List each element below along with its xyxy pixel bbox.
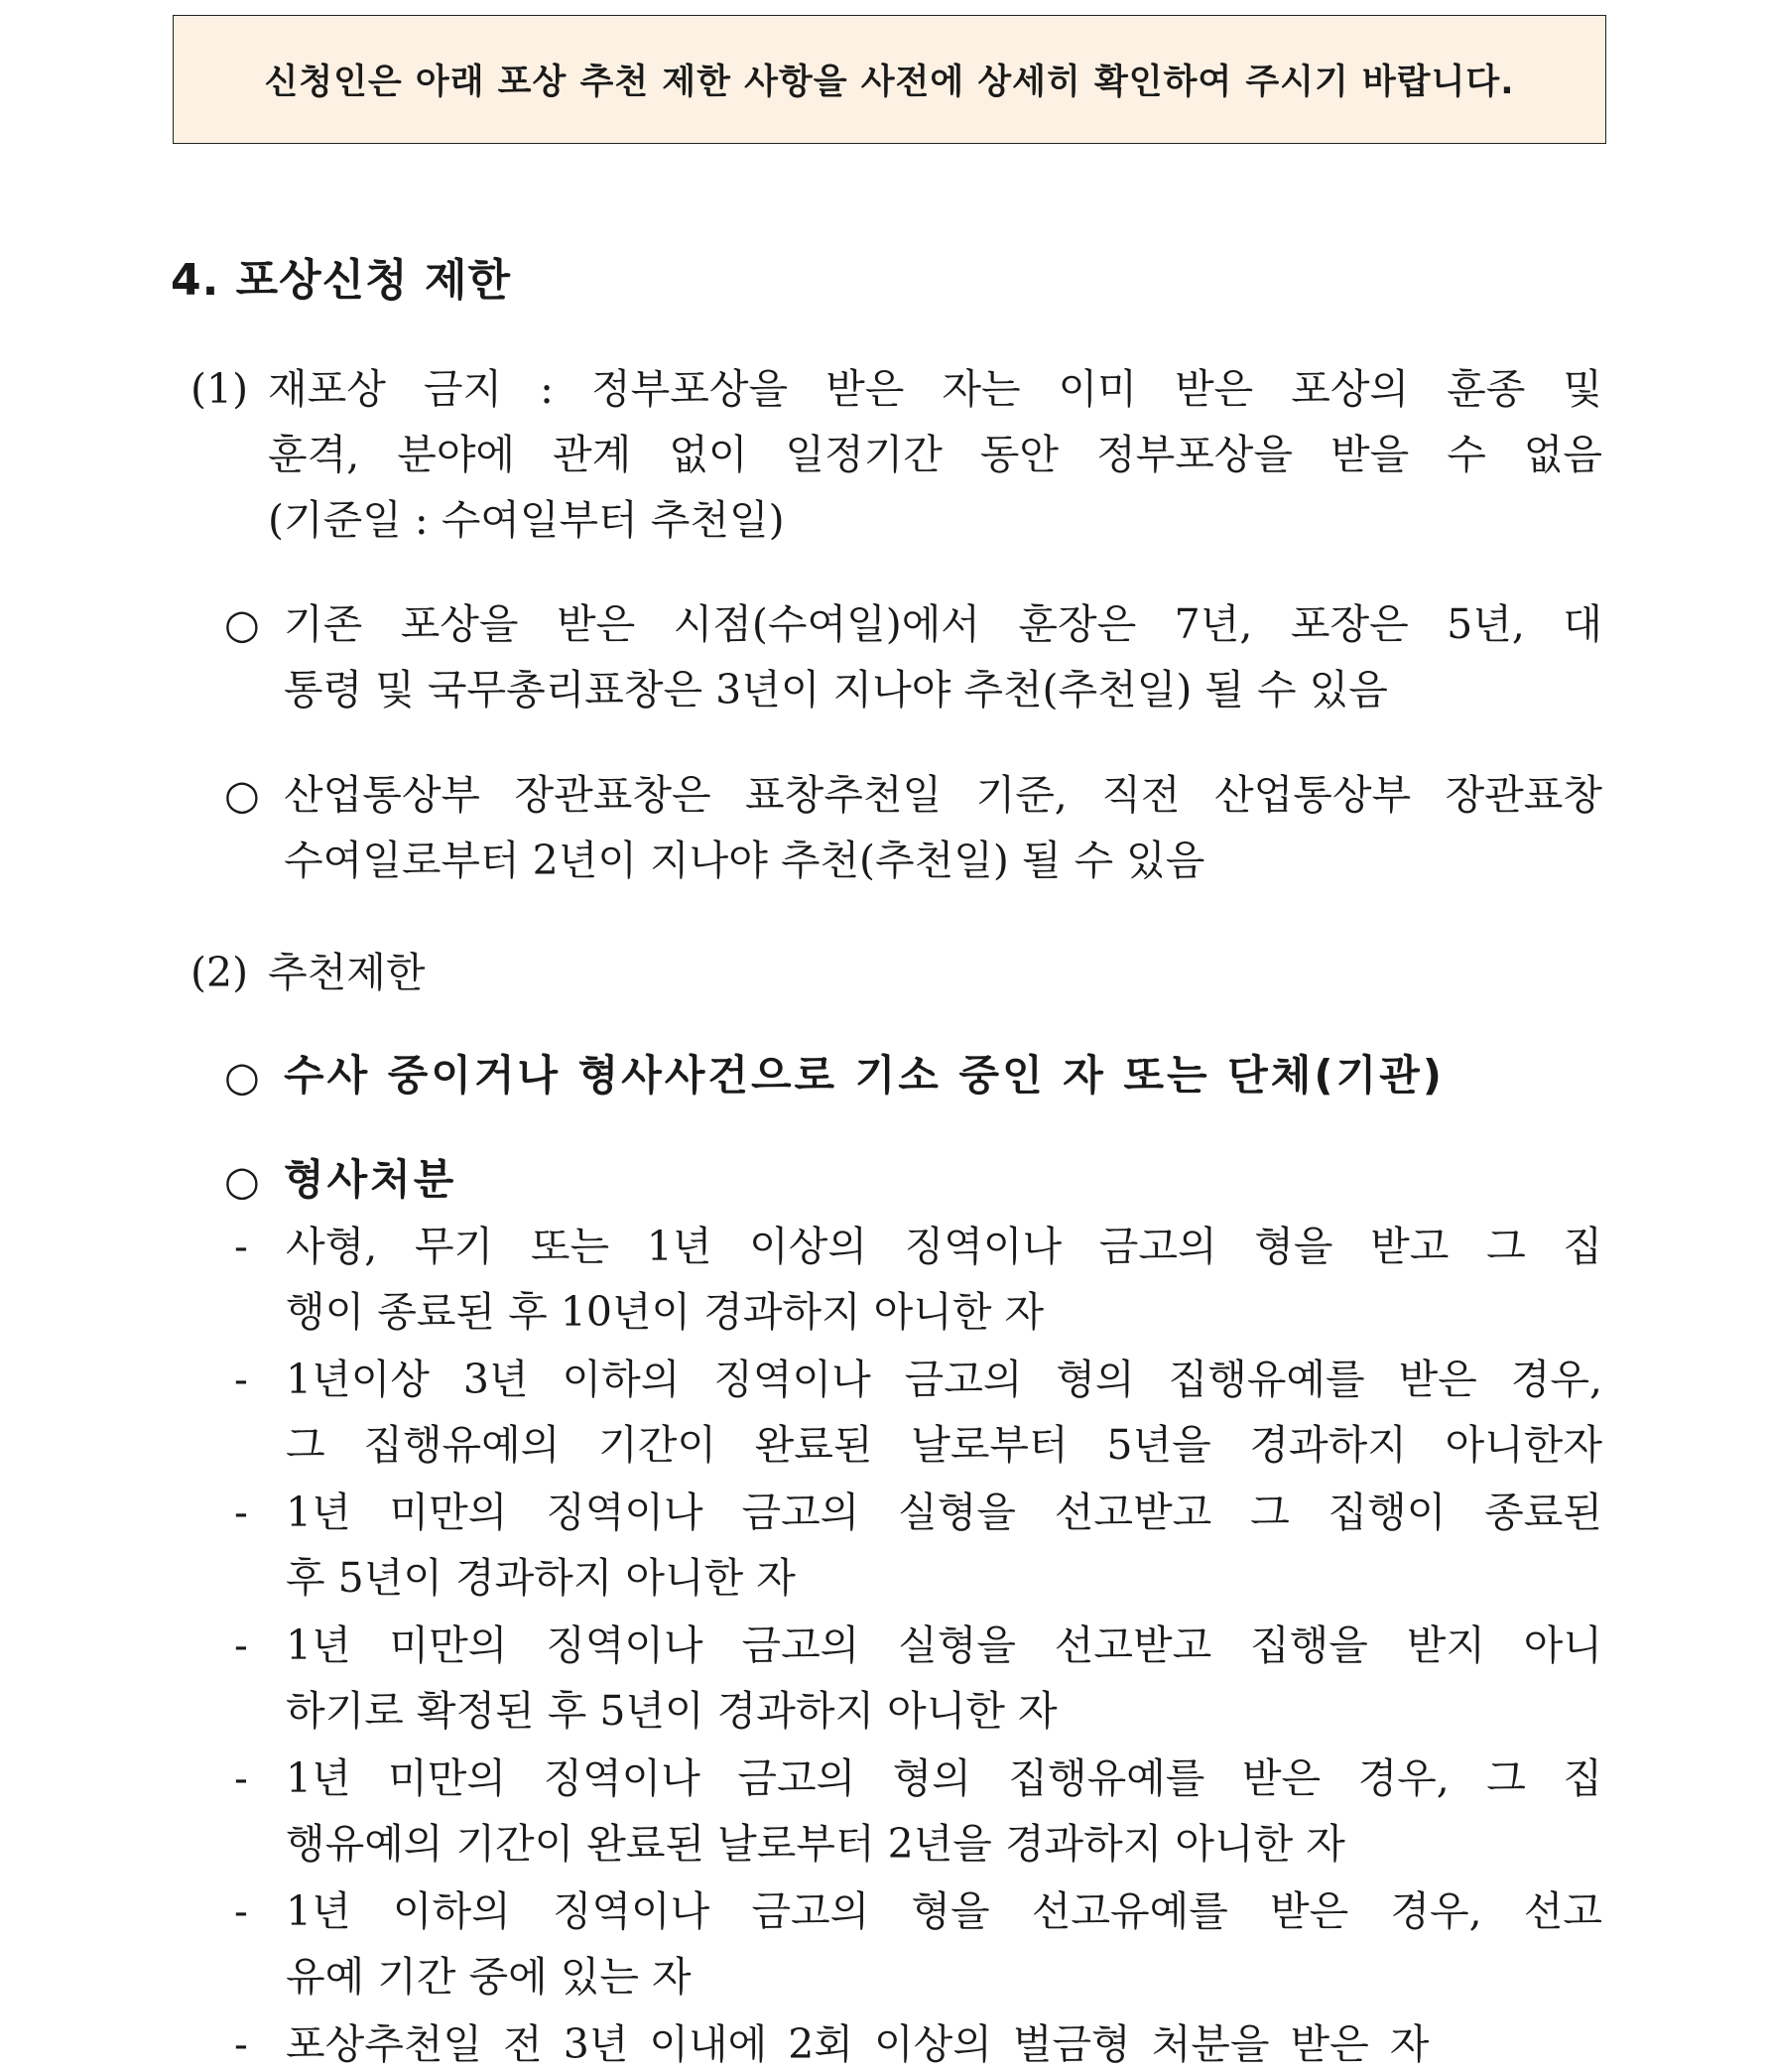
sub-item-6-line-1: 1년 이하의 징역이나 금고의 형을 선고유예를 받은 경우, 선고 — [286, 1887, 1602, 1935]
item1-bullet-2-marker: ○ — [224, 771, 260, 819]
sub-item-3-line-2: 후 5년이 경과하지 아니한 자 — [286, 1554, 796, 1602]
sub-item-5-line-2: 행유예의 기간이 완료된 날로부터 2년을 경과하지 아니한 자 — [286, 1820, 1345, 1868]
item2-bullet-1-marker: ○ — [224, 1053, 260, 1101]
sub-item-2-marker: - — [234, 1356, 248, 1403]
sub-item-6-line-2: 유예 기간 중에 있는 자 — [286, 1953, 692, 2001]
item1-bullet-1-marker: ○ — [224, 600, 260, 648]
sub-item-1-line-1: 사형, 무기 또는 1년 이상의 징역이나 금고의 형을 받고 그 집 — [286, 1223, 1602, 1270]
sub-item-1-marker: - — [234, 1223, 248, 1270]
sub-item-4-line-1: 1년 미만의 징역이나 금고의 실형을 선고받고 집행을 받지 아니 — [286, 1621, 1602, 1669]
item1-bullet-1-line-1: 기존 포상을 받은 시점(수여일)에서 훈장은 7년, 포장은 5년, 대 — [284, 600, 1602, 648]
sub-item-4-line-2: 하기로 확정된 후 5년이 경과하지 아니한 자 — [286, 1687, 1058, 1735]
item1-marker: (1) — [190, 365, 249, 413]
notice-box — [173, 15, 1606, 144]
sub-item-7-marker: - — [234, 2020, 248, 2068]
item2-marker: (2) — [190, 949, 249, 996]
item2-title: 추천제한 — [268, 949, 426, 996]
sub-item-5-marker: - — [234, 1754, 248, 1802]
item1-line-3: (기준일 : 수여일부터 추천일) — [268, 496, 785, 544]
item2-bullet-2-marker: ○ — [224, 1157, 260, 1205]
sub-item-3-line-1: 1년 미만의 징역이나 금고의 실형을 선고받고 그 집행이 종료된 — [286, 1489, 1602, 1536]
sub-item-2-line-2: 그 집행유예의 기간이 완료된 날로부터 5년을 경과하지 아니한자 — [286, 1421, 1602, 1469]
item1-line-2: 훈격, 분야에 관계 없이 일정기간 동안 정부포상을 받을 수 없음 — [268, 431, 1602, 478]
item2-bullet-1-text: 수사 중이거나 형사사건으로 기소 중인 자 또는 단체(기관) — [284, 1051, 1445, 1100]
item2-bullet-2-text: 형사처분 — [284, 1155, 457, 1204]
section-title: 4. 포상신청 제한 — [171, 255, 511, 306]
sub-item-6-marker: - — [234, 1887, 248, 1935]
sub-item-5-line-1: 1년 미만의 징역이나 금고의 형의 집행유예를 받은 경우, 그 집 — [286, 1754, 1602, 1802]
sub-item-7-line-1: 포상추천일 전 3년 이내에 2회 이상의 벌금형 처분을 받은 자 — [286, 2020, 1430, 2068]
sub-item-4-marker: - — [234, 1621, 248, 1669]
item1-bullet-2-line-1: 산업통상부 장관표창은 표창추천일 기준, 직전 산업통상부 장관표창 — [284, 771, 1602, 819]
item1-bullet-1-line-2: 통령 및 국무총리표창은 3년이 지나야 추천(추천일) 될 수 있음 — [284, 666, 1388, 713]
item1-bullet-2-line-2: 수여일로부터 2년이 지나야 추천(추천일) 될 수 있음 — [284, 837, 1205, 884]
item1-line-1: 재포상 금지 : 정부포상을 받은 자는 이미 받은 포상의 훈종 및 — [268, 365, 1602, 413]
sub-item-3-marker: - — [234, 1489, 248, 1536]
sub-item-1-line-2: 행이 종료된 후 10년이 경과하지 아니한 자 — [286, 1288, 1045, 1336]
sub-item-2-line-1: 1년이상 3년 이하의 징역이나 금고의 형의 집행유예를 받은 경우, — [286, 1356, 1602, 1403]
notice-text: 신청인은 아래 포상 추천 제한 사항을 사전에 상세히 확인하여 주시기 바랍니다. — [264, 63, 1515, 102]
